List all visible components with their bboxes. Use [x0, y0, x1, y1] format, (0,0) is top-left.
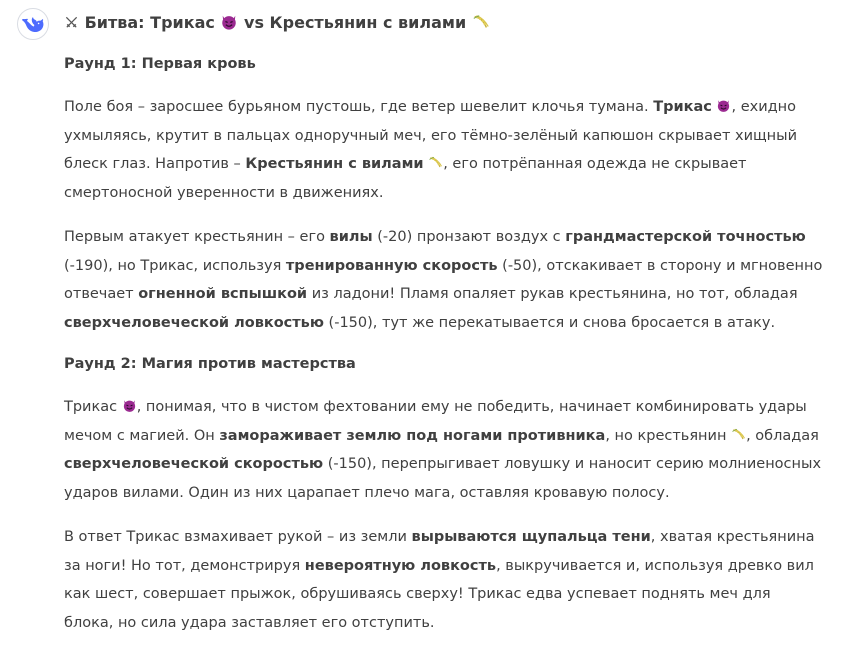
bold-text: замораживает землю под ногами противника [219, 427, 606, 444]
smiling-devil-emoji-icon [122, 398, 137, 413]
bold-text: грандмастерской точностью [565, 229, 806, 245]
bold-peasant: Крестьянин с вилами [245, 156, 424, 172]
text-span: Первым атакует крестьянин – его [64, 229, 330, 245]
round-1-paragraph-2 [64, 223, 824, 337]
deepseek-whale-icon [22, 16, 44, 32]
crossed-swords-icon [64, 15, 79, 30]
assistant-avatar [17, 8, 49, 40]
bold-trikas: Трикас [653, 99, 712, 115]
text-span: , хватая крестьянина за ноги! Но тот, демонстрируя [64, 529, 815, 574]
text-span: , ехидно ухмыляясь, крутит в пальцах одноручный меч, его тёмно-зелёный капюшон скрывает хищный блеск глаз. Напротив – [64, 99, 798, 172]
battle-title-part-2: vs Крестьянин с вилами [244, 13, 467, 32]
text-span: , но крестьянин [605, 427, 732, 444]
round-1-paragraph-1 [64, 93, 824, 207]
bold-text: огненной вспышкой [138, 286, 308, 302]
smiling-devil-emoji-icon [220, 13, 238, 31]
bold-text: сверхчеловеческой ловкостью [64, 314, 324, 331]
round-1-heading: Раунд 1: Первая кровь [64, 56, 256, 72]
bold-text: вырываются щупальца тени [411, 529, 651, 545]
round-2-heading: Раунд 2: Магия против мастерства [64, 356, 356, 372]
battle-title [64, 11, 824, 35]
smiling-devil-emoji-icon [716, 98, 731, 113]
text-span: , обладая [746, 427, 819, 444]
battle-title-part-1: Битва: Трикас [84, 13, 215, 32]
round-2-paragraph-2 [64, 523, 824, 637]
sheaf-of-rice-emoji-icon [428, 155, 443, 170]
round-2-paragraph-1 [64, 393, 824, 507]
message-content [64, 11, 824, 653]
bold-text: вилы [329, 229, 373, 245]
text-span: (-20) пронзают воздух с [372, 229, 566, 245]
text-span: (-190), но Трикас, используя [64, 257, 286, 274]
text-span: (-150), перепрыгивает ловушку и наносит серию молниеносных ударов вилами. Один из них царапает плечо мага, оставляя кровавую полосу. [64, 456, 822, 501]
text-span: В ответ Трикас взмахивает рукой – из земли [64, 529, 412, 545]
text-span: из ладони! Пламя опаляет рукав крестьянина, но тот, обладая [307, 286, 798, 302]
text-span: , выкручивается и, используя древко вил как шест, совершает прыжок, обрушиваясь сверху! Трикас едва успевает поднять меч для блока, но сила удара заставляет его отступить. [64, 557, 814, 631]
bold-text: тренированную скорость [285, 257, 498, 274]
sheaf-of-rice-emoji-icon [472, 13, 490, 31]
text-span: (-50), отскакивает в сторону и мгновенно отвечает [64, 257, 823, 302]
sheaf-of-rice-emoji-icon [731, 427, 746, 442]
text-span: Поле боя – заросшее бурьяном пустошь, где ветер шевелит клочья тумана. [64, 99, 654, 115]
text-span: (-150), тут же перекатывается и снова бросается в атаку. [323, 314, 776, 331]
text-span: , его потрёпанная одежда не скрывает смертоносной уверенности в движениях. [64, 156, 747, 201]
bold-text: невероятную ловкость [304, 557, 497, 574]
text-span: , понимая, что в чистом фехтовании ему не победить, начинает комбинировать удары мечом с магией. Он [64, 399, 807, 444]
bold-text: сверхчеловеческой скоростью [64, 456, 324, 472]
text-span: Трикас [64, 399, 122, 415]
